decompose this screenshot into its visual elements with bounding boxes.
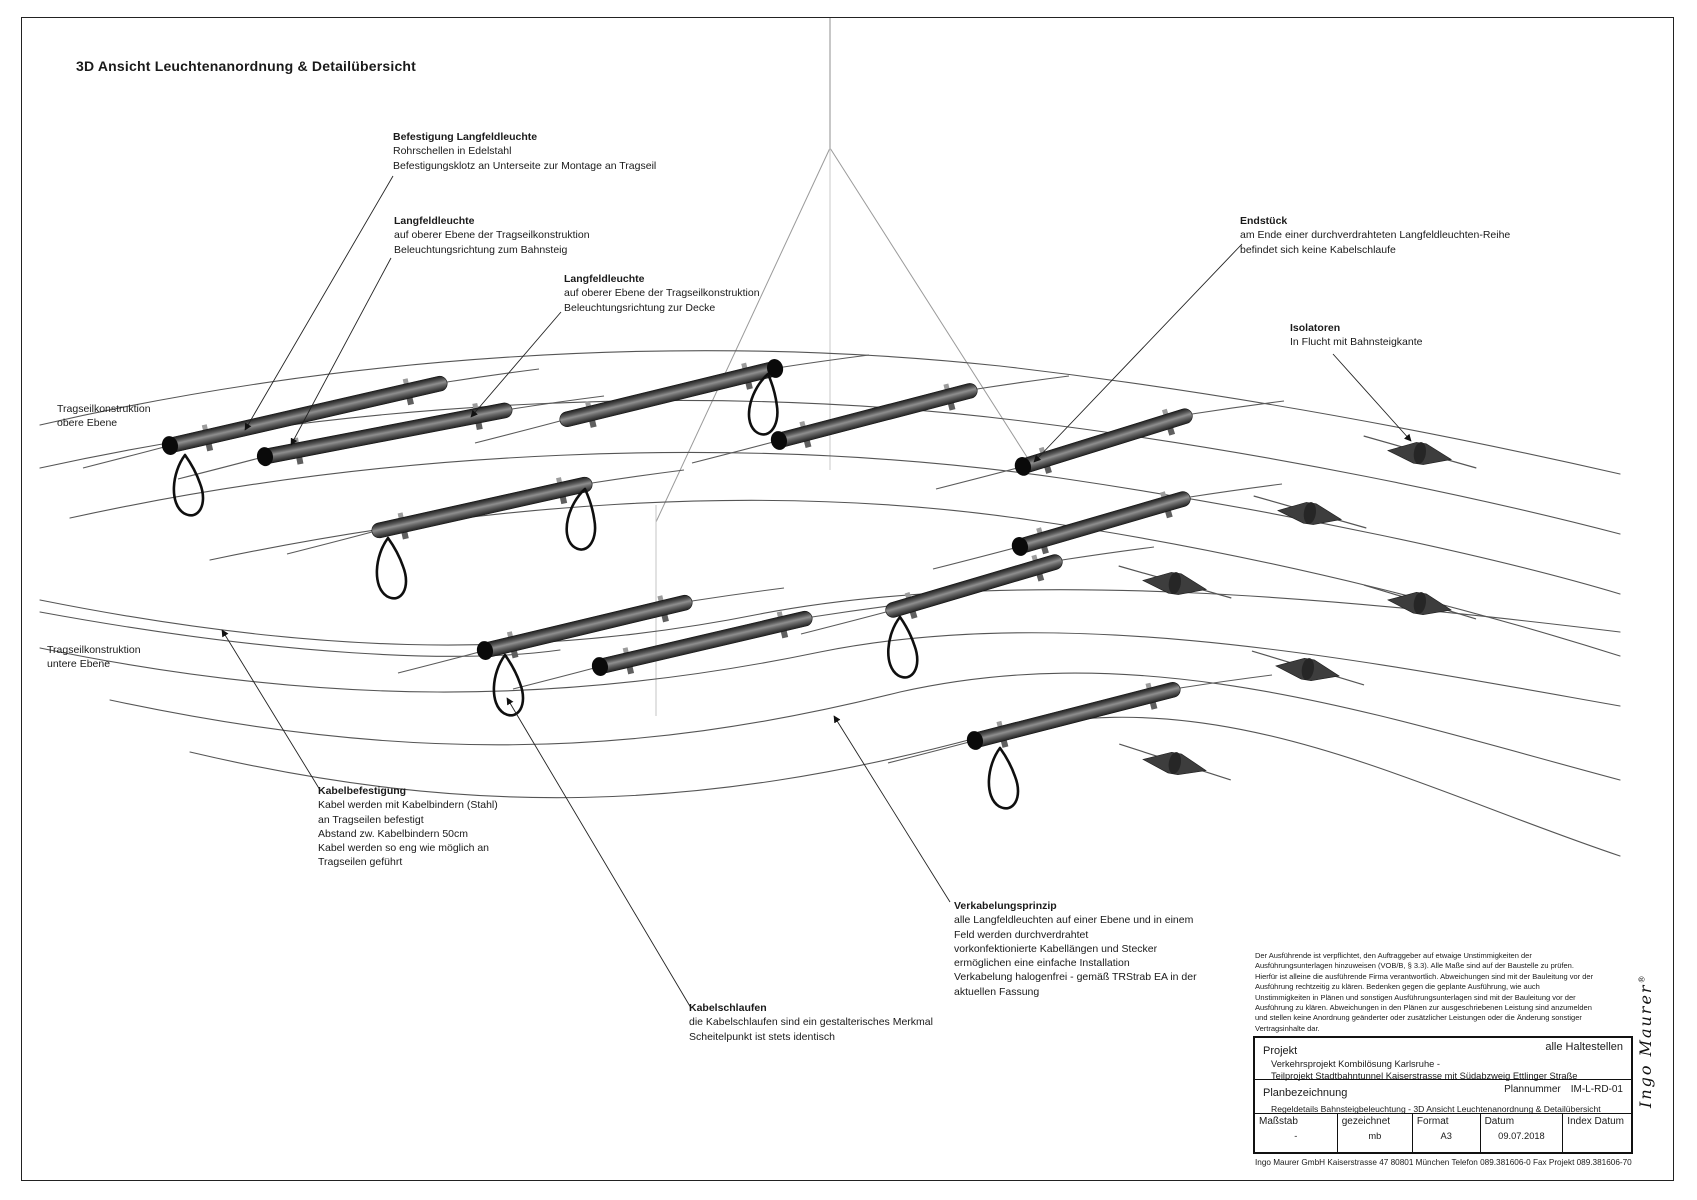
annotation-line: die Kabelschlaufen sind ein gestalterisches Merkmal [689,1016,933,1029]
disclaimer-line: Ausführung zu klären. Abweichungen in den Plänen zur ausgeschriebenen Leistung sind anzumelden [1255,1003,1592,1013]
annotation-heading: Langfeldleuchte [394,215,475,227]
plan-designation-label: Planbezeichnung [1263,1087,1348,1099]
isolator [1116,564,1234,602]
meta-label: Maßstab [1259,1116,1298,1127]
langfeldleuchte-tube [557,354,786,434]
annotation-line: alle Langfeldleuchten auf einer Ebene und in einem [954,914,1194,927]
annotation-line: ermöglichen eine einfache Installation [954,957,1130,970]
disclaimer-line: Hierfür ist alleine die ausführende Firma verantwortlich. Abweichungen sind mit der Bauleitung vor der [1255,971,1594,981]
annotation-heading: Kabelschlaufen [689,1002,767,1014]
cable-stub [83,446,168,468]
langfeldleuchte-tube [768,377,980,456]
langfeldleuchte-tube [964,676,1183,756]
annotation-line: am Ende einer durchverdrahteten Langfeldleuchten-Reihe [1240,229,1511,242]
designer-signature [1636,973,1655,1108]
disclaimer-text [1255,951,1633,1034]
title-block [1253,1036,1633,1154]
leader-arrow [1333,354,1411,441]
isolator [1249,649,1367,689]
annotation-line: auf oberer Ebene der Tragseilkonstruktion [394,229,590,242]
disclaimer-line: Ausführungsunterlagen hinzuweisen (VOB/B, § 3.3). Alle Maße sind auf der Baustelle zu prüfen. [1255,961,1574,971]
title-block-meta-row [1255,1114,1631,1152]
label-line: Tragseilkonstruktion [47,644,141,656]
meta-value: mb [1368,1131,1382,1141]
annotation-line: befindet sich keine Kabelschlaufe [1240,243,1396,256]
loop-path [885,616,919,679]
cable-stub [933,547,1018,569]
meta-label: Format [1416,1116,1449,1127]
annotation-line: auf oberer Ebene der Tragseilkonstruktion [564,287,760,300]
loop-path [985,747,1020,810]
tube-body [1019,407,1194,474]
disclaimer-line: Ausführung rechtzeitig zu klären. Bedenken gegen die geplante Ausführung, wie auch [1255,982,1540,992]
cable-stub [801,612,886,634]
cable-stub [1190,484,1282,497]
annotation-langfeldleuchte-bahnsteig [394,214,590,257]
tube-body [775,382,979,449]
cable-stub [592,470,684,483]
meta-value: 09.07.2018 [1498,1131,1545,1141]
leader-arrow [471,312,561,417]
cable-stub [398,651,483,673]
tragseil-cable [40,590,1620,645]
annotation-heading: Befestigung Langfeldleuchte [393,131,538,143]
annotation-heading: Isolatoren [1290,322,1341,334]
leader-arrow [222,630,320,790]
registered-mark: ® [1637,973,1647,984]
annotation-isolatoren [1290,321,1423,350]
meta-value: A3 [1440,1131,1452,1141]
annotation-line: an Tragseilen befestigt [318,813,424,826]
meta-cell-massstab [1255,1114,1338,1152]
meta-cell-format [1413,1114,1481,1152]
tragseil-cable [40,633,1620,706]
meta-label: Index Datum [1567,1116,1624,1127]
annotation-langfeldleuchte-decke [564,272,760,315]
title-block-plan-row [1255,1080,1631,1114]
tube-body [971,681,1182,749]
annotation-line: Kabel werden mit Kabelbindern (Stahl) [318,799,498,812]
project-line: Verkehrsprojekt Kombilösung Karlsruhe - [1271,1059,1440,1069]
loop-path [170,454,205,517]
disclaimer-line: Der Ausführende ist verpflichtet, den Auftraggeber auf etwaige Unstimmigkeiten der [1255,951,1532,960]
cable-stub [447,369,539,382]
cable-stub [287,532,372,554]
langfeldleuchte-tube [882,548,1066,625]
tube-body [884,553,1064,619]
plan-designation-value: Regeldetails Bahnsteigbeleuchtung - 3D Ansicht Leuchtenanordnung & Detailübersicht [1271,1104,1601,1114]
meta-cell-index-datum [1563,1114,1631,1152]
leader-arrow [507,698,691,1008]
annotation-line: Rohrschellen in Edelstahl [393,145,512,158]
tube-body [370,476,593,540]
cable-stub [692,588,784,601]
disclaimer-line: Vertragsinhalte dar. [1255,1023,1320,1033]
annotation-heading: Langfeldleuchte [564,273,645,285]
label-line: Tragseilkonstruktion [57,403,151,415]
loop-path [565,488,599,551]
title-block-project-row [1255,1038,1631,1080]
annotation-line: vorkonfektionierte Kabellängen und Stecker [954,942,1158,955]
annotation-befestigung-langfeldleuchte [393,130,656,173]
signature-text: Ingo Maurer [1636,983,1655,1108]
meta-value: - [1294,1131,1298,1141]
disclaimer-line: Unstimmigkeiten in Plänen und sonstigen Ausführungsunterlagen sind mit der Bauleitung vor der [1255,992,1576,1002]
annotation-heading: Endstück [1240,215,1288,227]
tragseil-cable [70,453,1620,594]
page-title: 3D Ansicht Leuchtenanordnung & Detailübersicht [76,58,417,74]
cable-stub [1192,401,1284,414]
annotation-line: Tragseilen geführt [318,856,403,869]
annotation-line: Verkabelung halogenfrei - gemäß TRStrab EA in der [954,971,1197,984]
cable-stub [888,741,973,763]
plan-number-value: IM-L-RD-01 [1570,1084,1623,1095]
annotation-line: Beleuchtungsrichtung zur Decke [564,301,716,314]
cable-stub [1062,547,1154,560]
tube-body [558,361,779,429]
annotation-endstueck [1240,214,1510,257]
kabelschlaufe-loop [885,616,919,679]
annotation-line: Beleuchtungsrichtung zum Bahnsteig [394,243,568,256]
cable-stub [1180,675,1272,688]
annotation-line: Feld werden durchverdrahtet [954,928,1089,941]
annotation-heading: Verkabelungsprinzip [954,900,1057,912]
meta-label: gezeichnet [1341,1116,1391,1127]
langfeldleuchte-tube [1009,485,1194,562]
structure-line [656,148,830,522]
cable-stub [777,355,869,368]
cable-stub [936,467,1021,489]
disclaimer-line: und stellen keine Anordnung geänderter oder zusätzlicher Leistungen oder die Änderung sonstiger [1255,1013,1582,1023]
annotation-heading: Kabelbefestigung [318,785,407,797]
company-footer: Ingo Maurer GmbH Kaiserstrasse 47 80801 München Telefon 089.381606-0 Fax Projekt 089.381606-70 [1255,1158,1632,1167]
isolator [1361,583,1479,623]
cable-stub [475,421,560,443]
loop-path [373,537,408,600]
plan-number-label: Plannummer [1504,1084,1561,1095]
project-line: Teilprojekt Stadtbahntunnel Kaiserstrasse mit Südabzweig Ettlinger Straße [1271,1070,1578,1081]
meta-cell-datum [1481,1114,1564,1152]
annotation-line: In Flucht mit Bahnsteigkante [1290,336,1423,349]
cable-stub [977,376,1069,389]
loop-path [490,654,525,717]
kabelschlaufe-loop [490,654,525,717]
isolator [1116,742,1234,784]
kabelschlaufe-loop [170,454,205,517]
meta-label: Datum [1484,1116,1515,1127]
annotation-verkabelungsprinzip [954,899,1197,999]
annotation-line: aktuellen Fassung [954,985,1040,998]
cable-stub [178,457,263,479]
annotation-line: Abstand zw. Kabelbindern 50cm [318,827,469,840]
project-label: Projekt [1263,1045,1298,1057]
kabelschlaufe-loop [565,488,599,551]
meta-cell-gezeichnet [1338,1114,1413,1152]
label-tragseil-untere-ebene [47,643,141,672]
leader-arrow [291,258,391,445]
label-tragseil-obere-ebene [57,402,151,431]
plan-number [1504,1084,1623,1095]
label-line: obere Ebene [57,417,118,430]
kabelschlaufe-loop [985,747,1020,810]
label-line: untere Ebene [47,658,111,671]
leader-arrow [834,716,950,902]
annotation-line: Befestigungsklotz an Unterseite zur Montage an Tragseil [393,159,657,172]
kabelschlaufe-loop [373,537,408,600]
annotation-line: Scheitelpunkt ist stets identisch [689,1030,835,1043]
langfeldleuchte-tube [1012,402,1197,482]
annotation-kabelschlaufen [689,1001,933,1044]
project-scope: alle Haltestellen [1545,1041,1623,1053]
annotation-line: Kabel werden so eng wie möglich an [318,842,490,855]
annotation-kabelbefestigung [318,784,498,870]
